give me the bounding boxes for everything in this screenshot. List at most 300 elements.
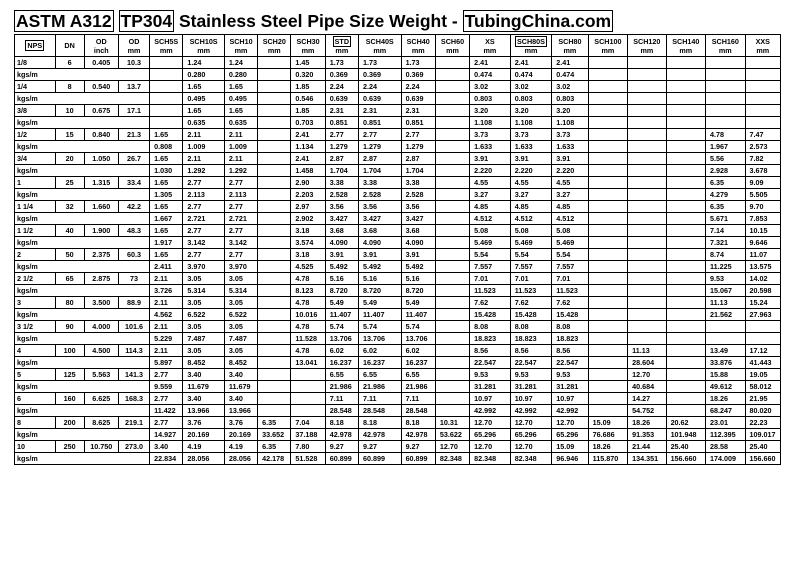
column-header — [628, 35, 666, 57]
table-cell — [435, 321, 469, 333]
table-cell: 2.41 — [470, 57, 511, 69]
table-cell: 5.492 — [325, 261, 358, 273]
column-name: SCH80S — [516, 36, 545, 46]
table-cell — [628, 237, 666, 249]
table-cell: 0.639 — [358, 93, 401, 105]
table-cell — [706, 117, 745, 129]
table-cell: 174.009 — [706, 453, 745, 465]
nps-cell: 1 1/4 — [15, 201, 56, 213]
table-cell — [666, 405, 705, 417]
table-cell: 11.07 — [745, 249, 780, 261]
table-cell — [588, 381, 627, 393]
table-cell: 4.525 — [291, 261, 325, 273]
table-cell: 5.314 — [224, 285, 257, 297]
table-cell — [291, 381, 325, 393]
table-cell: 10.31 — [435, 417, 469, 429]
table-cell — [666, 369, 705, 381]
table-cell: 6.35 — [258, 441, 291, 453]
table-cell: 1.65 — [150, 153, 183, 165]
table-cell — [666, 309, 705, 321]
table-cell: 1.458 — [291, 165, 325, 177]
table-cell: 5.54 — [552, 249, 588, 261]
size-row — [15, 105, 781, 117]
table-cell: 109.017 — [745, 429, 780, 441]
table-cell: 8.08 — [510, 321, 552, 333]
table-cell: 1.009 — [224, 141, 257, 153]
table-cell: 3.500 — [84, 297, 118, 309]
table-cell — [435, 357, 469, 369]
table-cell: 1.73 — [358, 57, 401, 69]
table-cell: 10.97 — [552, 393, 588, 405]
weight-row — [15, 165, 781, 177]
table-cell: 3.27 — [470, 189, 511, 201]
table-cell — [435, 105, 469, 117]
table-cell: 7.557 — [552, 261, 588, 273]
table-cell: 20.169 — [224, 429, 257, 441]
table-cell — [666, 165, 705, 177]
table-cell: 65.296 — [552, 429, 588, 441]
table-cell: 2.77 — [224, 177, 257, 189]
table-cell: 3.68 — [401, 225, 435, 237]
table-cell — [435, 189, 469, 201]
table-cell: 3.427 — [401, 213, 435, 225]
table-cell: 1.24 — [183, 57, 225, 69]
table-cell: 11.528 — [291, 333, 325, 345]
table-cell: 141.3 — [118, 369, 149, 381]
table-cell: 1.633 — [552, 141, 588, 153]
table-cell: 4.090 — [358, 237, 401, 249]
table-cell: 1.108 — [510, 117, 552, 129]
size-row — [15, 81, 781, 93]
table-cell: 0.803 — [470, 93, 511, 105]
table-cell — [258, 285, 291, 297]
table-cell: 8.56 — [510, 345, 552, 357]
table-cell: 4.55 — [470, 177, 511, 189]
table-cell — [588, 309, 627, 321]
table-cell: 1.900 — [84, 225, 118, 237]
table-cell: 5.505 — [745, 189, 780, 201]
table-cell — [745, 321, 780, 333]
table-cell: 6.522 — [183, 309, 225, 321]
table-cell: 60.899 — [358, 453, 401, 465]
table-cell: 2.77 — [325, 129, 358, 141]
column-name: STD — [334, 36, 350, 46]
table-cell — [628, 177, 666, 189]
table-cell: 6.522 — [224, 309, 257, 321]
table-cell — [588, 333, 627, 345]
table-cell: 1.24 — [224, 57, 257, 69]
table-cell — [258, 237, 291, 249]
table-cell: 6.625 — [84, 393, 118, 405]
table-cell — [435, 201, 469, 213]
weight-unit-label: kgs/m — [15, 141, 150, 153]
table-cell: 6 — [55, 57, 84, 69]
table-cell: 82.348 — [510, 453, 552, 465]
column-unit: mm — [601, 45, 615, 55]
table-cell: 65.296 — [470, 429, 511, 441]
table-cell: 22.547 — [552, 357, 588, 369]
table-cell: 90 — [55, 321, 84, 333]
table-cell — [745, 333, 780, 345]
table-cell: 7.321 — [706, 237, 745, 249]
table-cell — [588, 297, 627, 309]
table-cell — [435, 153, 469, 165]
table-cell — [435, 225, 469, 237]
table-cell — [258, 273, 291, 285]
table-cell: 2.573 — [745, 141, 780, 153]
table-cell — [435, 165, 469, 177]
table-cell: 2.928 — [706, 165, 745, 177]
weight-row — [15, 237, 781, 249]
table-cell — [435, 333, 469, 345]
table-cell — [588, 225, 627, 237]
weight-row — [15, 189, 781, 201]
table-cell: 2.220 — [470, 165, 511, 177]
column-header — [224, 35, 257, 57]
nps-cell: 2 — [15, 249, 56, 261]
table-cell: 2.77 — [401, 129, 435, 141]
weight-unit-label: kgs/m — [15, 189, 150, 201]
table-cell: 4.500 — [84, 345, 118, 357]
table-cell — [666, 81, 705, 93]
table-cell: 10.3 — [118, 57, 149, 69]
table-cell — [258, 117, 291, 129]
column-name: SCH40 — [406, 36, 430, 46]
table-cell: 2.11 — [150, 345, 183, 357]
table-cell — [258, 165, 291, 177]
column-header — [510, 35, 552, 57]
table-cell — [258, 105, 291, 117]
table-cell — [258, 405, 291, 417]
table-cell: 2.77 — [224, 201, 257, 213]
table-cell — [588, 165, 627, 177]
table-cell — [628, 165, 666, 177]
size-row — [15, 249, 781, 261]
table-cell: 7.80 — [291, 441, 325, 453]
table-cell: 2.203 — [291, 189, 325, 201]
column-unit: inch — [93, 45, 109, 55]
table-cell: 250 — [55, 441, 84, 453]
table-cell: 9.27 — [401, 441, 435, 453]
table-cell: 4.85 — [470, 201, 511, 213]
table-cell: 15.09 — [588, 417, 627, 429]
table-cell: 60.899 — [325, 453, 358, 465]
weight-row — [15, 381, 781, 393]
table-cell: 100 — [55, 345, 84, 357]
table-cell: 3.05 — [224, 321, 257, 333]
table-cell: 1.967 — [706, 141, 745, 153]
table-cell: 3.05 — [183, 297, 225, 309]
table-cell — [258, 213, 291, 225]
table-cell: 2.77 — [150, 369, 183, 381]
table-cell: 8.720 — [358, 285, 401, 297]
table-cell — [628, 105, 666, 117]
column-unit: mm — [234, 45, 248, 55]
table-cell: 10.97 — [470, 393, 511, 405]
table-cell — [666, 57, 705, 69]
table-cell: 0.369 — [358, 69, 401, 81]
weight-unit-label: kgs/m — [15, 357, 150, 369]
table-cell: 2.77 — [224, 249, 257, 261]
weight-unit-label: kgs/m — [15, 213, 150, 225]
table-cell — [628, 81, 666, 93]
table-cell: 3.91 — [325, 249, 358, 261]
table-cell — [588, 57, 627, 69]
table-cell: 1.279 — [358, 141, 401, 153]
table-cell — [628, 141, 666, 153]
table-cell: 0.635 — [224, 117, 257, 129]
table-cell — [258, 381, 291, 393]
table-cell: 7.62 — [552, 297, 588, 309]
table-cell — [435, 369, 469, 381]
table-cell: 14.927 — [150, 429, 183, 441]
table-cell: 2.11 — [183, 153, 225, 165]
table-cell: 22.834 — [150, 453, 183, 465]
column-unit: mm — [524, 45, 538, 55]
table-cell — [628, 309, 666, 321]
table-cell — [258, 177, 291, 189]
table-cell: 18.823 — [470, 333, 511, 345]
table-cell: 25.40 — [745, 441, 780, 453]
table-cell: 15.24 — [745, 297, 780, 309]
table-cell: 1.917 — [150, 237, 183, 249]
table-cell: 15.067 — [706, 285, 745, 297]
table-cell — [666, 273, 705, 285]
table-cell — [706, 321, 745, 333]
table-cell — [150, 57, 183, 69]
nps-cell: 6 — [15, 393, 56, 405]
table-cell — [666, 321, 705, 333]
table-cell — [150, 117, 183, 129]
size-row — [15, 297, 781, 309]
table-cell — [628, 69, 666, 81]
table-cell: 40.684 — [628, 381, 666, 393]
table-cell: 4.55 — [510, 177, 552, 189]
weight-unit-label: kgs/m — [15, 309, 150, 321]
table-cell — [588, 345, 627, 357]
table-cell — [588, 273, 627, 285]
table-cell — [666, 393, 705, 405]
table-cell: 11.407 — [401, 309, 435, 321]
table-cell: 2.87 — [325, 153, 358, 165]
table-cell: 14.27 — [628, 393, 666, 405]
column-header — [183, 35, 225, 57]
table-cell: 12.70 — [552, 417, 588, 429]
table-cell: 65.296 — [510, 429, 552, 441]
table-cell: 11.13 — [628, 345, 666, 357]
table-cell — [628, 213, 666, 225]
table-cell: 9.559 — [150, 381, 183, 393]
table-cell: 1.660 — [84, 201, 118, 213]
table-cell: 49.612 — [706, 381, 745, 393]
table-cell: 20 — [55, 153, 84, 165]
pipe-size-weight-table — [14, 34, 781, 465]
table-cell: 5.563 — [84, 369, 118, 381]
table-cell — [588, 153, 627, 165]
column-unit: mm — [197, 45, 211, 55]
table-cell: 33.876 — [706, 357, 745, 369]
nps-cell: 1/8 — [15, 57, 56, 69]
table-cell — [628, 117, 666, 129]
table-cell: 28.604 — [628, 357, 666, 369]
nps-cell: 3/8 — [15, 105, 56, 117]
table-cell — [435, 261, 469, 273]
table-cell: 41.443 — [745, 357, 780, 369]
table-cell: 21.95 — [745, 393, 780, 405]
table-cell: 11.523 — [552, 285, 588, 297]
header-row — [15, 35, 781, 57]
table-cell: 12.70 — [628, 369, 666, 381]
table-cell: 18.26 — [706, 393, 745, 405]
table-cell: 23.01 — [706, 417, 745, 429]
size-row — [15, 273, 781, 285]
table-cell: 5.16 — [325, 273, 358, 285]
table-cell — [706, 69, 745, 81]
table-cell — [588, 261, 627, 273]
table-cell: 1.667 — [150, 213, 183, 225]
table-cell: 3.40 — [183, 369, 225, 381]
table-cell: 33.652 — [258, 429, 291, 441]
table-cell: 28.548 — [325, 405, 358, 417]
table-cell — [258, 201, 291, 213]
weight-row — [15, 285, 781, 297]
table-cell — [666, 141, 705, 153]
table-cell: 3.56 — [401, 201, 435, 213]
table-cell: 1.292 — [183, 165, 225, 177]
table-cell: 1.65 — [183, 81, 225, 93]
table-cell: 2.24 — [358, 81, 401, 93]
table-cell: 5.56 — [706, 153, 745, 165]
table-cell — [435, 273, 469, 285]
table-cell: 2.113 — [183, 189, 225, 201]
table-cell: 3.73 — [510, 129, 552, 141]
table-cell: 200 — [55, 417, 84, 429]
table-cell: 37.188 — [291, 429, 325, 441]
column-header — [118, 35, 149, 57]
table-cell: 15.428 — [470, 309, 511, 321]
table-cell: 0.280 — [224, 69, 257, 81]
table-cell: 11.523 — [510, 285, 552, 297]
table-cell: 168.3 — [118, 393, 149, 405]
size-row — [15, 225, 781, 237]
table-cell — [745, 81, 780, 93]
table-cell: 11.407 — [325, 309, 358, 321]
table-cell: 4.78 — [706, 129, 745, 141]
table-cell: 42.178 — [258, 453, 291, 465]
column-header — [84, 35, 118, 57]
table-cell: 11.523 — [470, 285, 511, 297]
table-cell — [258, 57, 291, 69]
table-cell: 0.495 — [224, 93, 257, 105]
table-cell: 6.35 — [258, 417, 291, 429]
weight-unit-label: kgs/m — [15, 165, 150, 177]
table-cell: 2.90 — [291, 177, 325, 189]
table-cell: 160 — [55, 393, 84, 405]
table-cell — [291, 405, 325, 417]
weight-row — [15, 405, 781, 417]
table-cell: 6.55 — [401, 369, 435, 381]
table-cell: 40 — [55, 225, 84, 237]
table-cell — [666, 297, 705, 309]
table-cell: 20.62 — [666, 417, 705, 429]
table-cell: 96.946 — [552, 453, 588, 465]
table-cell — [628, 57, 666, 69]
column-name: OD — [128, 36, 140, 46]
nps-cell: 3 1/2 — [15, 321, 56, 333]
table-cell: 0.851 — [401, 117, 435, 129]
weight-unit-label: kgs/m — [15, 381, 150, 393]
table-cell — [666, 105, 705, 117]
column-unit: mm — [718, 45, 732, 55]
table-cell: 53.622 — [435, 429, 469, 441]
table-cell: 3.726 — [150, 285, 183, 297]
weight-unit-label: kgs/m — [15, 117, 150, 129]
table-cell — [258, 141, 291, 153]
table-cell: 1.279 — [325, 141, 358, 153]
table-cell: 12.70 — [510, 417, 552, 429]
table-cell — [588, 357, 627, 369]
table-cell: 17.1 — [118, 105, 149, 117]
column-unit: mm — [159, 45, 173, 55]
table-cell: 3.05 — [224, 345, 257, 357]
table-cell — [628, 93, 666, 105]
table-cell: 76.686 — [588, 429, 627, 441]
table-cell: 25 — [55, 177, 84, 189]
table-cell — [628, 225, 666, 237]
column-header — [470, 35, 511, 57]
table-cell — [706, 105, 745, 117]
table-cell — [435, 345, 469, 357]
table-cell — [666, 213, 705, 225]
table-cell — [628, 321, 666, 333]
table-cell: 0.280 — [183, 69, 225, 81]
table-cell: 3.40 — [224, 369, 257, 381]
weight-unit-label: kgs/m — [15, 429, 150, 441]
table-cell: 8.720 — [401, 285, 435, 297]
table-cell: 42.992 — [552, 405, 588, 417]
nps-cell: 2 1/2 — [15, 273, 56, 285]
title-site: TubingChina.com — [464, 11, 612, 31]
table-cell: 12.70 — [510, 441, 552, 453]
table-cell: 11.13 — [706, 297, 745, 309]
table-cell: 12.70 — [435, 441, 469, 453]
table-cell: 3.27 — [510, 189, 552, 201]
table-cell: 14.02 — [745, 273, 780, 285]
table-cell: 7.01 — [470, 273, 511, 285]
table-cell: 2.113 — [224, 189, 257, 201]
column-name: SCH160 — [711, 36, 739, 46]
table-cell — [258, 225, 291, 237]
table-cell: 6.02 — [325, 345, 358, 357]
table-cell: 6.35 — [706, 201, 745, 213]
table-cell: 2.77 — [358, 129, 401, 141]
table-cell: 3.142 — [224, 237, 257, 249]
column-header — [291, 35, 325, 57]
table-cell: 2.11 — [150, 321, 183, 333]
table-cell: 16.237 — [325, 357, 358, 369]
column-unit: mm — [301, 45, 315, 55]
column-name: SCH80 — [558, 36, 582, 46]
table-cell: 3.73 — [470, 129, 511, 141]
table-cell: 16.237 — [358, 357, 401, 369]
weight-unit-label: kgs/m — [15, 237, 150, 249]
table-cell: 13.041 — [291, 357, 325, 369]
table-cell — [258, 129, 291, 141]
table-cell: 0.639 — [401, 93, 435, 105]
table-cell — [666, 153, 705, 165]
table-cell: 21.3 — [118, 129, 149, 141]
table-cell — [666, 225, 705, 237]
